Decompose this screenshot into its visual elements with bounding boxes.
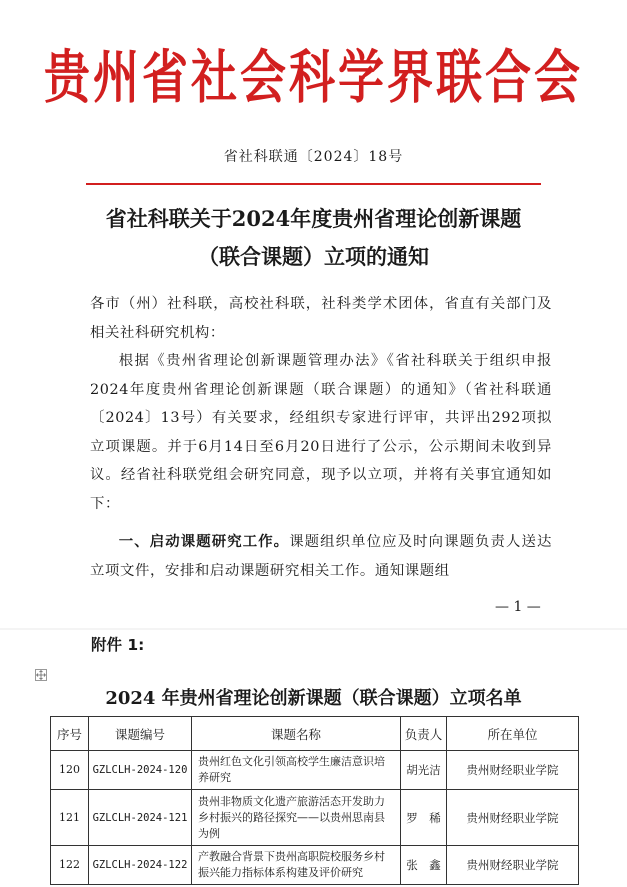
cell-unit: 贵州财经职业学院	[447, 790, 579, 846]
section-1-paragraph	[90, 528, 552, 585]
notice-title-line-1: 省社科联关于2024年度贵州省理论创新课题	[105, 206, 522, 231]
column-header-code: 课题编号	[89, 717, 192, 751]
table-row	[51, 846, 579, 885]
table-row	[51, 790, 579, 846]
column-header-seq: 序号	[51, 717, 89, 751]
cell-seq: 120	[51, 751, 89, 790]
red-divider	[86, 183, 541, 185]
addressee: 各市（州）社科联，高校社科联，社科类学术团体，省直有关部门及相关社科研究机构：	[90, 296, 552, 341]
cell-seq: 121	[51, 790, 89, 846]
cell-leader: 张 鑫	[401, 846, 447, 885]
cell-code: GZLCLH-2024-121	[89, 790, 192, 846]
attachment-list-title: 2024 年贵州省理论创新课题（联合课题）立项名单	[105, 688, 522, 709]
body-paragraph: 根据《贵州省理论创新课题管理办法》《省社科联关于组织申报2024年度贵州省理论创新课题（联合课题）的通知》（省社科联通〔2024〕13号）有关要求，经组织专家进行评审，共评出292项拟立项课题。并于6月14日至6月20日进行了公示，公示期间未收到异议。经省社科联党组会研究同意，现予以立项，并将有关事宜通知如下：	[90, 353, 552, 512]
page-number: — 1 —	[495, 599, 541, 615]
column-header-name: 课题名称	[192, 717, 401, 751]
notice-title-line-2: （联合课题）立项的通知	[198, 244, 429, 269]
cell-seq: 122	[51, 846, 89, 885]
move-icon[interactable]	[35, 669, 47, 681]
section-1-heading: 一、启动课题研究工作。	[118, 533, 290, 550]
cell-name: 产教融合背景下贵州高职院校服务乡村振兴能力指标体系构建及评价研究	[192, 846, 401, 885]
cell-leader: 胡光洁	[401, 751, 447, 790]
column-header-leader: 负责人	[401, 717, 447, 751]
project-list-table	[50, 716, 579, 885]
cell-code: GZLCLH-2024-122	[89, 846, 192, 885]
cell-code: GZLCLH-2024-120	[89, 751, 192, 790]
table-row	[51, 751, 579, 790]
cell-name: 贵州红色文化引领高校学生廉洁意识培养研究	[192, 751, 401, 790]
section-1-text: 课题组织单位应及时向课题负责人送达立项文件，安排和启动课题研究相关工作。通知课题组	[90, 534, 553, 579]
cell-unit: 贵州财经职业学院	[447, 846, 579, 885]
column-header-unit: 所在单位	[447, 717, 579, 751]
attachment-label: 附件 1:	[91, 636, 145, 654]
page-separator	[0, 628, 627, 630]
table-header-row	[51, 717, 579, 751]
cell-name: 贵州非物质文化遗产旅游活态开发助力乡村振兴的路径探究——以贵州思南县为例	[192, 790, 401, 846]
cell-leader: 罗 稀	[401, 790, 447, 846]
document-number: 省社科联通〔2024〕18号	[223, 149, 404, 165]
cell-unit: 贵州财经职业学院	[447, 751, 579, 790]
masthead: 贵州省社会科学界联合会	[44, 43, 583, 111]
